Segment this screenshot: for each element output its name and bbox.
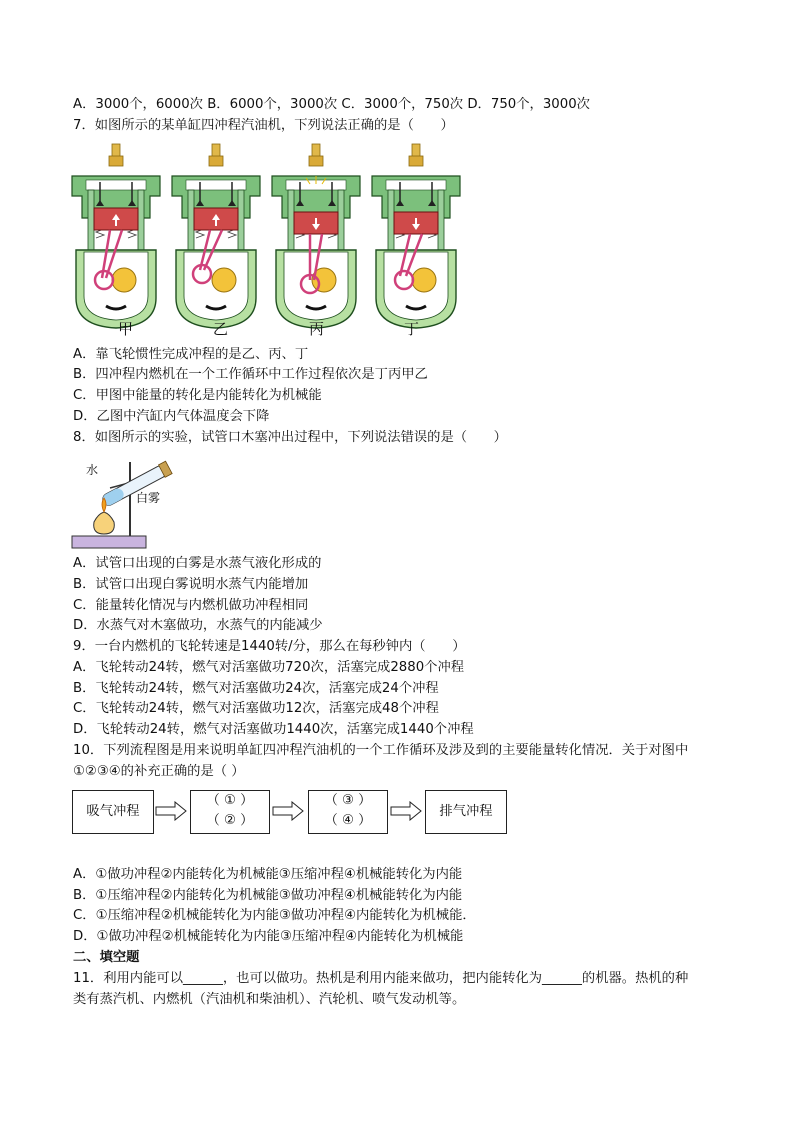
- flow-blank-2: （ ② ）: [206, 813, 254, 828]
- q6-options: A．3000个，6000次 B．6000个，3000次 C．3000个，750次 D．750个，3000次: [73, 97, 590, 112]
- engine-diagrams: [66, 140, 466, 340]
- q9-option-a: A．飞轮转动24转，燃气对活塞做功720次，活塞完成2880个冲程: [73, 660, 465, 675]
- flow-arrow-icon: [155, 801, 187, 821]
- q7-option-d: D．乙图中汽缸内气体温度会下降: [73, 409, 270, 424]
- flow-arrow-icon: [390, 801, 422, 821]
- fig-fog-label: 白雾: [136, 491, 161, 505]
- engine-label-ding: 丁: [404, 320, 420, 338]
- q8-option-c: C．能量转化情况与内燃机做功冲程相同: [73, 598, 309, 613]
- fig-water-label: 水: [86, 463, 99, 477]
- flow-intake-box: 吸气冲程: [72, 790, 154, 834]
- flow-blank-1: （ ① ）: [206, 793, 254, 808]
- flow-box-1-2: [190, 790, 270, 834]
- flow-blank-3: （ ③ ）: [324, 793, 372, 808]
- q10-stem-line2: ①②③④的补充正确的是（ ）: [73, 764, 245, 779]
- q10-option-a: A．①做功冲程②内能转化为机械能③压缩冲程④机械能转化为内能: [73, 867, 463, 882]
- flow-arrow-icon: [272, 801, 304, 821]
- q10-option-b: B．①压缩冲程②内能转化为机械能③做功冲程④机械能转化为内能: [73, 888, 463, 903]
- test-tube-figure: [70, 458, 178, 550]
- engine-label-yi: 乙: [213, 320, 229, 338]
- q8-option-b: B．试管口出现白雾说明水蒸气内能增加: [73, 577, 309, 592]
- flow-box-3-4: [308, 790, 388, 834]
- q10-option-c: C．①压缩冲程②机械能转化为内能③做功冲程④内能转化为机械能．: [73, 908, 476, 923]
- q7-option-a: A．靠飞轮惯性完成冲程的是乙、丙、丁: [73, 347, 309, 362]
- flow-blank-4: （ ④ ）: [324, 813, 372, 828]
- engine-label-jia: 甲: [118, 320, 134, 338]
- q9-option-c: C．飞轮转动24转，燃气对活塞做功12次，活塞完成48个冲程: [73, 701, 439, 716]
- q8-option-a: A．试管口出现的白雾是水蒸气液化形成的: [73, 556, 322, 571]
- q11-line2: 类有蒸汽机、内燃机（汽油机和柴油机）、汽轮机、喷气发动机等。: [73, 992, 466, 1007]
- q10-stem-line1: 10．下列流程图是用来说明单缸四冲程汽油机的一个工作循环及涉及到的主要能量转化情况．关于对图中: [73, 743, 689, 758]
- q10-option-d: D．①做功冲程②机械能转化为内能③压缩冲程④内能转化为机械能: [73, 929, 464, 944]
- q9-option-d: D．飞轮转动24转，燃气对活塞做功1440次，活塞完成1440个冲程: [73, 722, 474, 737]
- flow-exhaust-box: 排气冲程: [425, 790, 507, 834]
- engine-label-bing: 丙: [309, 320, 325, 338]
- q7-option-b: B．四冲程内燃机在一个工作循环中工作过程依次是丁丙甲乙: [73, 367, 428, 382]
- section-heading: 二、填空题: [73, 950, 140, 965]
- q7-option-c: C．甲图中能量的转化是内能转化为机械能: [73, 388, 322, 403]
- q8-stem: 8．如图所示的实验，试管口木塞冲出过程中，下列说法错误的是（ ）: [73, 430, 507, 445]
- q9-stem: 9．一台内燃机的飞轮转速是1440转/分，那么在每秒钟内（ ）: [73, 639, 466, 654]
- q7-stem: 7．如图所示的某单缸四冲程汽油机，下列说法正确的是（ ）: [73, 118, 454, 133]
- q9-option-b: B．飞轮转动24转，燃气对活塞做功24次，活塞完成24个冲程: [73, 681, 439, 696]
- q11-line1: 11．利用内能可以______，也可以做功。热机是利用内能来做功，把内能转化为______的机器。热机的种: [73, 971, 689, 986]
- q8-option-d: D．水蒸气对木塞做功，水蒸气的内能减少: [73, 618, 323, 633]
